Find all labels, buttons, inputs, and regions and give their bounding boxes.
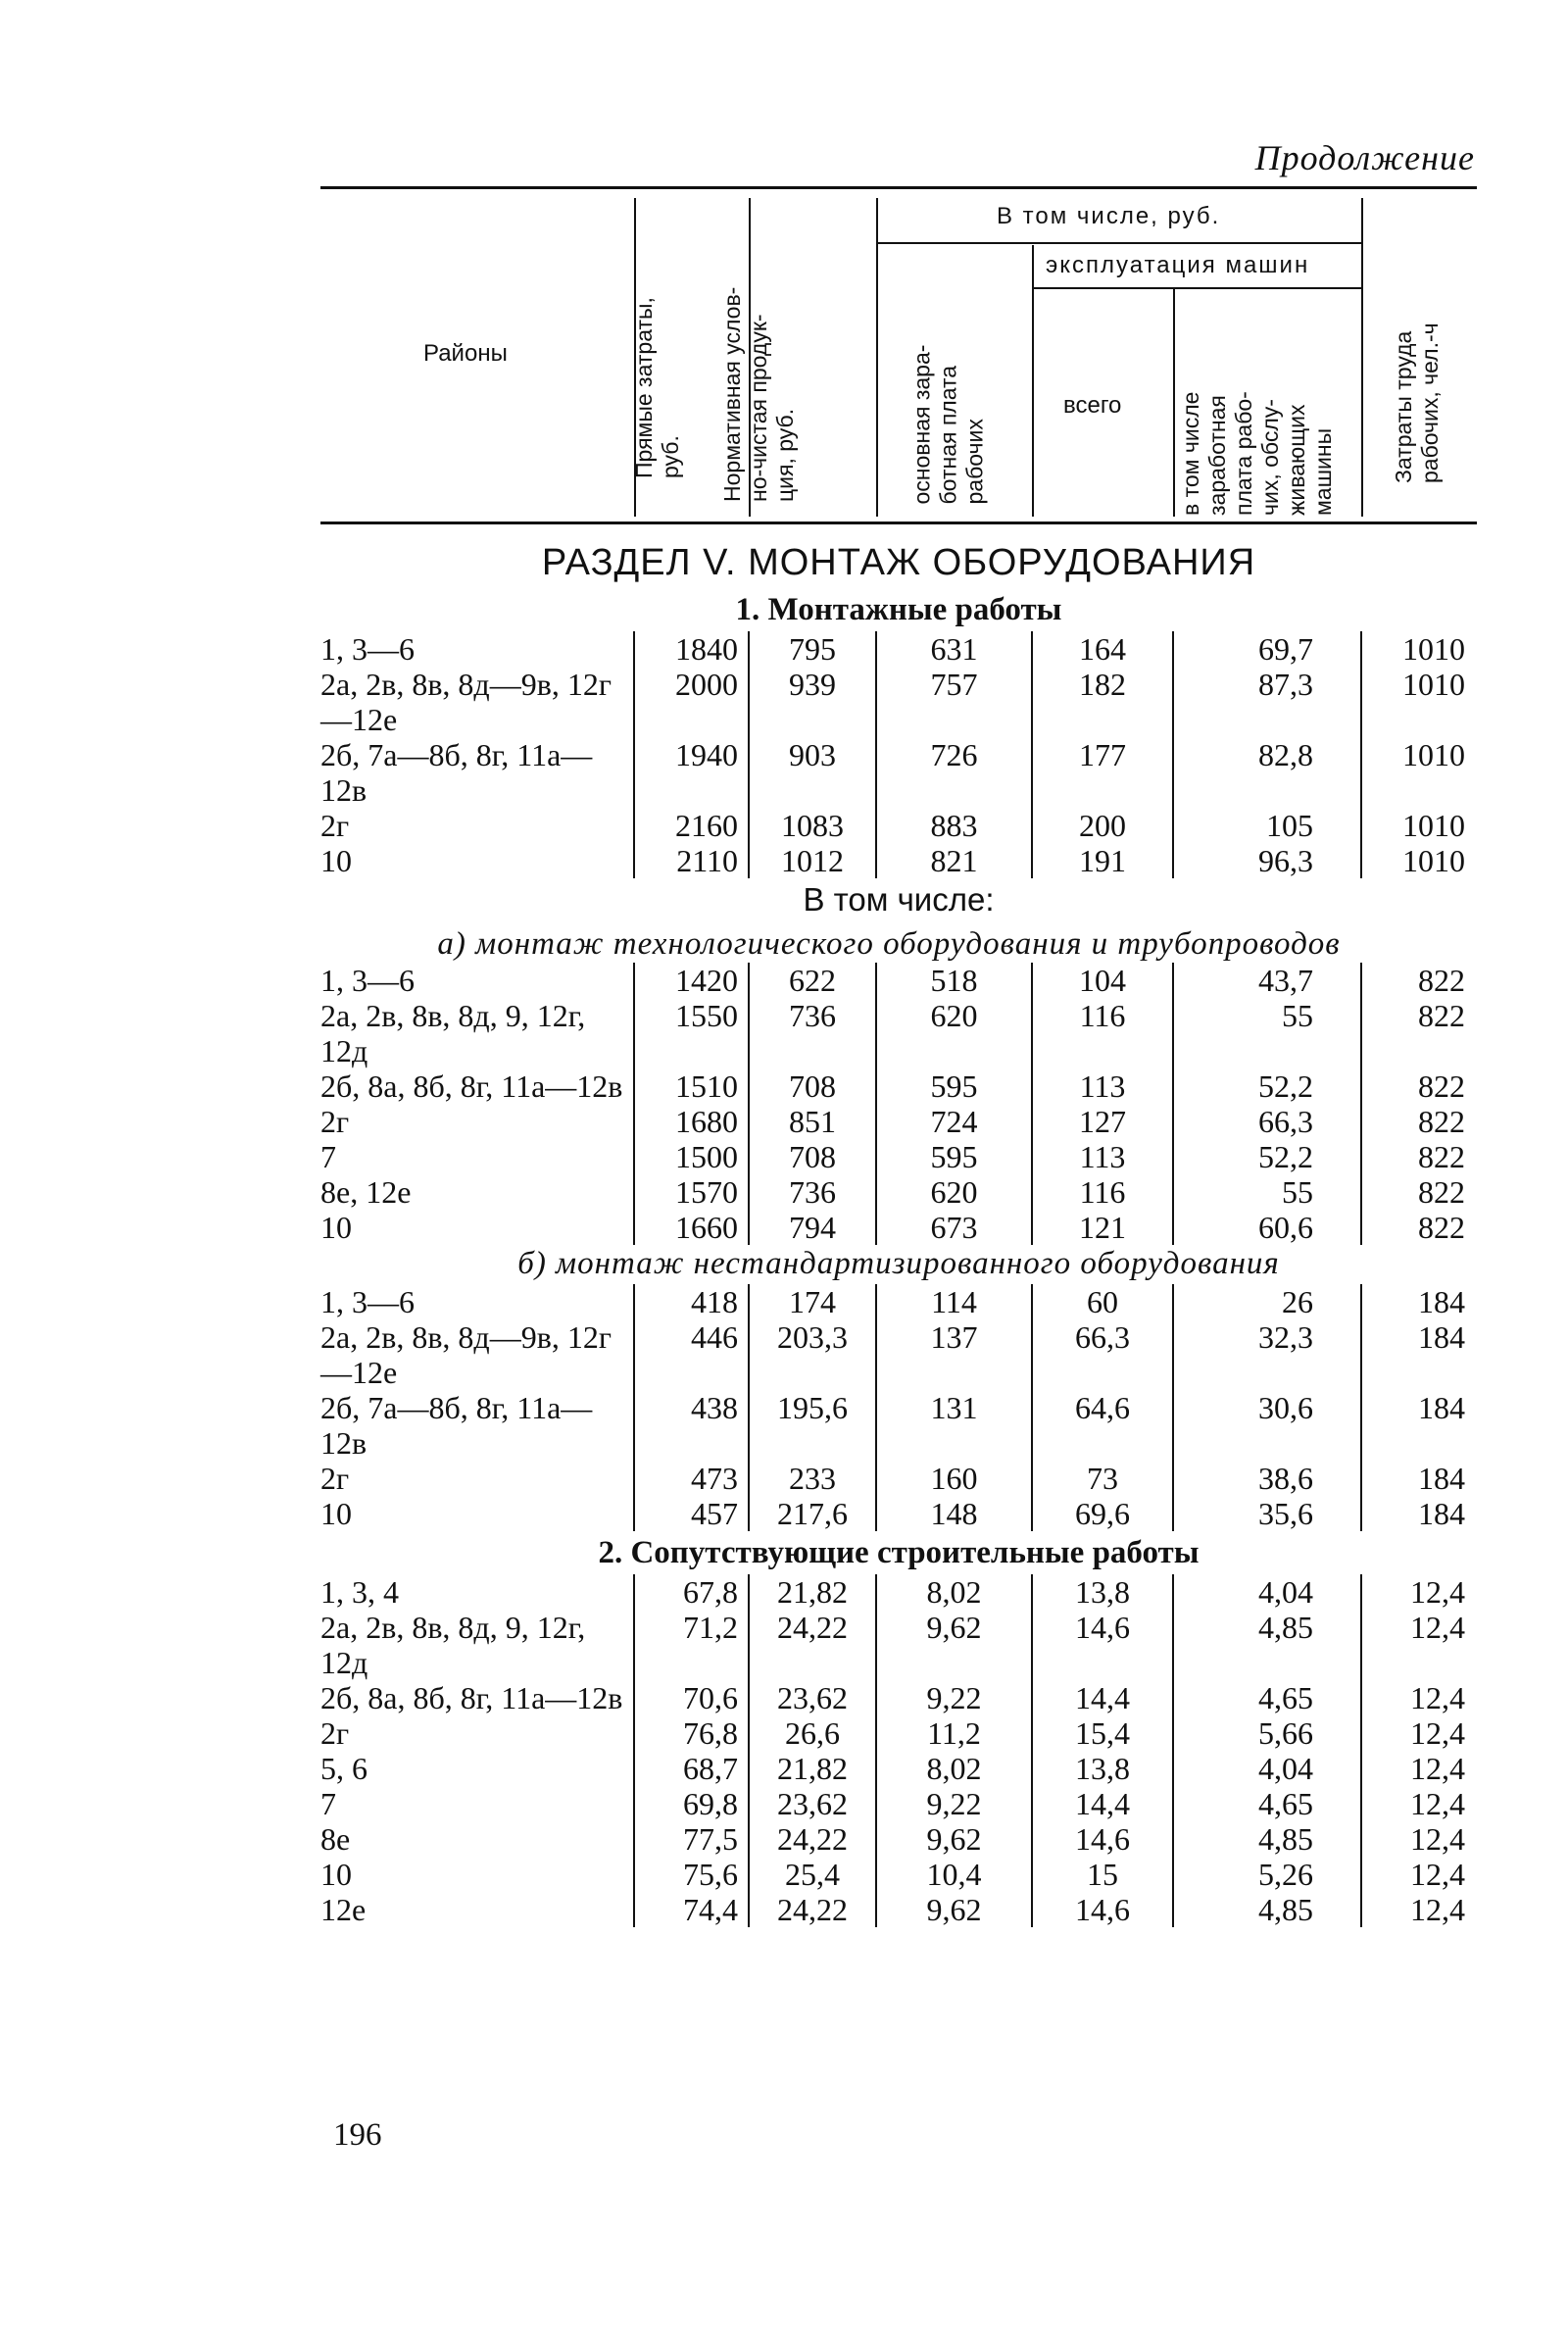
- header-direct-costs: Прямые затраты, руб.: [631, 297, 683, 478]
- direct-costs-cell: 75,6: [634, 1857, 749, 1892]
- machine-wage-cell: 82,8: [1173, 737, 1361, 808]
- direct-costs-cell: 77,5: [634, 1821, 749, 1857]
- labor-costs-cell: 822: [1361, 1139, 1477, 1174]
- region-cell: 7: [320, 1786, 336, 1821]
- labor-costs-cell: 822: [1361, 1104, 1477, 1139]
- machine-rule: [1032, 287, 1361, 289]
- direct-costs-cell: 71,2: [634, 1610, 749, 1680]
- header-machine-operation: эксплуатация машин: [1046, 252, 1310, 278]
- table-row: [320, 1892, 1477, 1927]
- labor-costs-cell: 184: [1361, 1390, 1477, 1461]
- normative-product-cell: 23,62: [749, 1786, 876, 1821]
- base-wage-cell: 10,4: [876, 1857, 1032, 1892]
- direct-costs-cell: 457: [634, 1496, 749, 1531]
- base-wage-cell: 595: [876, 1068, 1032, 1104]
- labor-costs-cell: 12,4: [1361, 1751, 1477, 1786]
- labor-costs-cell: 1010: [1361, 737, 1477, 808]
- labor-costs-cell: 822: [1361, 1174, 1477, 1210]
- region-cell: 2а, 2в, 8в, 8д, 9, 12г, 12д: [320, 998, 586, 1068]
- table-construction-works: [320, 1574, 1477, 1927]
- base-wage-cell: 8,02: [876, 1751, 1032, 1786]
- machine-wage-cell: 52,2: [1173, 1068, 1361, 1104]
- normative-product-cell: 195,6: [749, 1390, 876, 1461]
- machine-total-cell: 113: [1032, 1139, 1173, 1174]
- page-number: 196: [333, 2117, 382, 2153]
- machine-total-cell: 121: [1032, 1210, 1173, 1245]
- table-row: [320, 1390, 1477, 1461]
- region-cell: 1, 3, 4: [320, 1574, 399, 1610]
- labor-costs-cell: 184: [1361, 1461, 1477, 1496]
- machine-wage-cell: 55: [1173, 998, 1361, 1068]
- labor-costs-cell: 184: [1361, 1496, 1477, 1531]
- table-row: [320, 1319, 1477, 1390]
- direct-costs-cell: 1420: [634, 963, 749, 998]
- direct-costs-cell: 69,8: [634, 1786, 749, 1821]
- machine-total-cell: 113: [1032, 1068, 1173, 1104]
- machine-total-cell: 116: [1032, 1174, 1173, 1210]
- machine-total-cell: 177: [1032, 737, 1173, 808]
- table-row: [320, 843, 1477, 878]
- machine-total-cell: 164: [1032, 631, 1173, 667]
- labor-costs-cell: 822: [1361, 963, 1477, 998]
- machine-wage-cell: 30,6: [1173, 1390, 1361, 1461]
- direct-costs-cell: 2160: [634, 808, 749, 843]
- machine-total-cell: 127: [1032, 1104, 1173, 1139]
- normative-product-cell: 174: [749, 1284, 876, 1319]
- base-wage-cell: 8,02: [876, 1574, 1032, 1610]
- normative-product-cell: 708: [749, 1139, 876, 1174]
- machine-wage-cell: 38,6: [1173, 1461, 1361, 1496]
- machine-total-cell: 13,8: [1032, 1574, 1173, 1610]
- base-wage-cell: 9,22: [876, 1680, 1032, 1715]
- table-row: [320, 1751, 1477, 1786]
- base-wage-cell: 883: [876, 808, 1032, 843]
- region-cell: 2б, 7а—8б, 8г, 11а—12в: [320, 1390, 593, 1461]
- region-cell: 10: [320, 843, 352, 878]
- base-wage-cell: 595: [876, 1139, 1032, 1174]
- machine-total-cell: 191: [1032, 843, 1173, 878]
- region-cell: 1, 3—6: [320, 631, 415, 667]
- normative-product-cell: 233: [749, 1461, 876, 1496]
- labor-costs-cell: 1010: [1361, 631, 1477, 667]
- normative-product-cell: 794: [749, 1210, 876, 1245]
- base-wage-cell: 620: [876, 1174, 1032, 1210]
- normative-product-cell: 903: [749, 737, 876, 808]
- section-title: РАЗДЕЛ V. МОНТАЖ ОБОРУДОВАНИЯ: [541, 542, 1256, 583]
- table-row: [320, 1574, 1477, 1610]
- normative-product-cell: 851: [749, 1104, 876, 1139]
- region-cell: 8е: [320, 1821, 351, 1857]
- machine-total-cell: 14,4: [1032, 1786, 1173, 1821]
- machine-total-cell: 14,6: [1032, 1821, 1173, 1857]
- col-divider-3: [876, 198, 878, 517]
- direct-costs-cell: 1680: [634, 1104, 749, 1139]
- table-installation-works: [320, 631, 1477, 878]
- subsection-b-title: б) монтаж нестандартизированного оборудования: [517, 1246, 1280, 1281]
- normative-product-cell: 622: [749, 963, 876, 998]
- direct-costs-cell: 1570: [634, 1174, 749, 1210]
- machine-total-cell: 200: [1032, 808, 1173, 843]
- machine-wage-cell: 26: [1173, 1284, 1361, 1319]
- direct-costs-cell: 74,4: [634, 1892, 749, 1927]
- normative-product-cell: 939: [749, 667, 876, 737]
- table-row: [320, 1284, 1477, 1319]
- table-row: [320, 1174, 1477, 1210]
- base-wage-cell: 620: [876, 998, 1032, 1068]
- table-row: [320, 1680, 1477, 1715]
- labor-costs-cell: 184: [1361, 1319, 1477, 1390]
- region-cell: 10: [320, 1857, 352, 1892]
- normative-product-cell: 21,82: [749, 1751, 876, 1786]
- region-cell: 7: [320, 1139, 336, 1174]
- region-cell: 8е, 12е: [320, 1174, 412, 1210]
- region-cell: 2б, 8а, 8б, 8г, 11а—12в: [320, 1068, 623, 1104]
- table-row: [320, 1786, 1477, 1821]
- normative-product-cell: 736: [749, 1174, 876, 1210]
- labor-costs-cell: 1010: [1361, 808, 1477, 843]
- region-cell: 10: [320, 1496, 352, 1531]
- including-rule: [876, 242, 1361, 244]
- normative-product-cell: 21,82: [749, 1574, 876, 1610]
- normative-product-cell: 23,62: [749, 1680, 876, 1715]
- direct-costs-cell: 418: [634, 1284, 749, 1319]
- base-wage-cell: 9,62: [876, 1610, 1032, 1680]
- machine-total-cell: 116: [1032, 998, 1173, 1068]
- machine-total-cell: 182: [1032, 667, 1173, 737]
- labor-costs-cell: 822: [1361, 1068, 1477, 1104]
- machine-wage-cell: 32,3: [1173, 1319, 1361, 1390]
- header-top-rule: [320, 186, 1477, 189]
- table-row: [320, 1210, 1477, 1245]
- region-cell: 5, 6: [320, 1751, 368, 1786]
- machine-wage-cell: 43,7: [1173, 963, 1361, 998]
- machine-wage-cell: 96,3: [1173, 843, 1361, 878]
- direct-costs-cell: 70,6: [634, 1680, 749, 1715]
- normative-product-cell: 26,6: [749, 1715, 876, 1751]
- direct-costs-cell: 1940: [634, 737, 749, 808]
- table-body: [320, 529, 1477, 1927]
- region-cell: 2б, 8а, 8б, 8г, 11а—12в: [320, 1680, 623, 1715]
- normative-product-cell: 708: [749, 1068, 876, 1104]
- direct-costs-cell: 1510: [634, 1068, 749, 1104]
- region-cell: 2г: [320, 1461, 350, 1496]
- machine-total-cell: 64,6: [1032, 1390, 1173, 1461]
- normative-product-cell: 795: [749, 631, 876, 667]
- region-cell: 1, 3—6: [320, 1284, 415, 1319]
- header-labor-costs: Затраты труда рабочих, чел.-ч: [1391, 323, 1443, 483]
- header-regions: Районы: [423, 340, 508, 367]
- labor-costs-cell: 12,4: [1361, 1574, 1477, 1610]
- labor-costs-cell: 12,4: [1361, 1610, 1477, 1680]
- table-row: [320, 963, 1477, 998]
- header-total: всего: [1063, 392, 1122, 419]
- base-wage-cell: 160: [876, 1461, 1032, 1496]
- direct-costs-cell: 68,7: [634, 1751, 749, 1786]
- region-cell: 2г: [320, 1104, 350, 1139]
- base-wage-cell: 11,2: [876, 1715, 1032, 1751]
- normative-product-cell: 736: [749, 998, 876, 1068]
- subsection-1-title: 1. Монтажные работы: [735, 592, 1062, 627]
- normative-product-cell: 25,4: [749, 1857, 876, 1892]
- base-wage-cell: 757: [876, 667, 1032, 737]
- region-cell: 2г: [320, 808, 350, 843]
- base-wage-cell: 518: [876, 963, 1032, 998]
- normative-product-cell: 24,22: [749, 1610, 876, 1680]
- base-wage-cell: 9,62: [876, 1892, 1032, 1927]
- header-incl-machine-wage: в том числе заработная плата рабо- чих, обслу- живающих машины: [1178, 391, 1336, 516]
- machine-total-cell: 14,6: [1032, 1892, 1173, 1927]
- col-divider-6: [1361, 198, 1363, 517]
- header-normative-product: Нормативная услов- но-чистая продук- ция, руб.: [719, 286, 798, 502]
- region-cell: 2а, 2в, 8в, 8д—9в, 12г—12е: [320, 1319, 612, 1390]
- machine-wage-cell: 60,6: [1173, 1210, 1361, 1245]
- labor-costs-cell: 1010: [1361, 843, 1477, 878]
- direct-costs-cell: 2000: [634, 667, 749, 737]
- machine-total-cell: 73: [1032, 1461, 1173, 1496]
- labor-costs-cell: 12,4: [1361, 1821, 1477, 1857]
- table-row: [320, 1496, 1477, 1531]
- base-wage-cell: 137: [876, 1319, 1032, 1390]
- machine-wage-cell: 87,3: [1173, 667, 1361, 737]
- labor-costs-cell: 822: [1361, 1210, 1477, 1245]
- labor-costs-cell: 12,4: [1361, 1680, 1477, 1715]
- machine-total-cell: 60: [1032, 1284, 1173, 1319]
- base-wage-cell: 724: [876, 1104, 1032, 1139]
- machine-total-cell: 66,3: [1032, 1319, 1173, 1390]
- machine-wage-cell: 105: [1173, 808, 1361, 843]
- machine-wage-cell: 4,04: [1173, 1751, 1361, 1786]
- header-base-wage: основная зара- ботная плата рабочих: [908, 344, 988, 505]
- base-wage-cell: 673: [876, 1210, 1032, 1245]
- machine-wage-cell: 66,3: [1173, 1104, 1361, 1139]
- region-cell: 2а, 2в, 8в, 8д—9в, 12г—12е: [320, 667, 612, 737]
- table-nonstandard-equipment: [320, 1284, 1477, 1531]
- direct-costs-cell: 1660: [634, 1210, 749, 1245]
- subsection-2-title: 2. Сопутствующие строительные работы: [598, 1535, 1200, 1570]
- region-cell: 10: [320, 1210, 352, 1245]
- col-divider-4: [1032, 245, 1034, 517]
- labor-costs-cell: 12,4: [1361, 1892, 1477, 1927]
- machine-wage-cell: 52,2: [1173, 1139, 1361, 1174]
- direct-costs-cell: 1500: [634, 1139, 749, 1174]
- direct-costs-cell: 1550: [634, 998, 749, 1068]
- base-wage-cell: 131: [876, 1390, 1032, 1461]
- machine-total-cell: 13,8: [1032, 1751, 1173, 1786]
- normative-product-cell: 203,3: [749, 1319, 876, 1390]
- base-wage-cell: 114: [876, 1284, 1032, 1319]
- base-wage-cell: 821: [876, 843, 1032, 878]
- table-row: [320, 737, 1477, 808]
- machine-wage-cell: 5,26: [1173, 1857, 1361, 1892]
- including-label: В том числе:: [803, 881, 995, 918]
- direct-costs-cell: 2110: [634, 843, 749, 878]
- labor-costs-cell: 1010: [1361, 667, 1477, 737]
- table-row: [320, 1461, 1477, 1496]
- labor-costs-cell: 12,4: [1361, 1715, 1477, 1751]
- normative-product-cell: 1083: [749, 808, 876, 843]
- base-wage-cell: 9,22: [876, 1786, 1032, 1821]
- direct-costs-cell: 438: [634, 1390, 749, 1461]
- table-header: [320, 186, 1477, 524]
- normative-product-cell: 24,22: [749, 1821, 876, 1857]
- direct-costs-cell: 1840: [634, 631, 749, 667]
- normative-product-cell: 1012: [749, 843, 876, 878]
- labor-costs-cell: 184: [1361, 1284, 1477, 1319]
- machine-wage-cell: 4,65: [1173, 1786, 1361, 1821]
- continuation-label: Продолжение: [1254, 138, 1475, 177]
- header-including: В том числе, руб.: [997, 203, 1221, 229]
- table-technological-equipment: [320, 963, 1477, 1245]
- region-cell: 2г: [320, 1715, 350, 1751]
- normative-product-cell: 24,22: [749, 1892, 876, 1927]
- machine-wage-cell: 4,65: [1173, 1680, 1361, 1715]
- table-row: [320, 631, 1477, 667]
- direct-costs-cell: 473: [634, 1461, 749, 1496]
- table-row: [320, 1857, 1477, 1892]
- region-cell: 2а, 2в, 8в, 8д, 9, 12г, 12д: [320, 1610, 586, 1680]
- table-row: [320, 1610, 1477, 1680]
- table-row: [320, 1715, 1477, 1751]
- machine-wage-cell: 69,7: [1173, 631, 1361, 667]
- table-row: [320, 808, 1477, 843]
- machine-total-cell: 69,6: [1032, 1496, 1173, 1531]
- table-row: [320, 1068, 1477, 1104]
- labor-costs-cell: 12,4: [1361, 1857, 1477, 1892]
- labor-costs-cell: 822: [1361, 998, 1477, 1068]
- base-wage-cell: 726: [876, 737, 1032, 808]
- labor-costs-cell: 12,4: [1361, 1786, 1477, 1821]
- machine-total-cell: 15,4: [1032, 1715, 1173, 1751]
- machine-wage-cell: 4,04: [1173, 1574, 1361, 1610]
- machine-total-cell: 104: [1032, 963, 1173, 998]
- machine-wage-cell: 5,66: [1173, 1715, 1361, 1751]
- header-bottom-rule: [320, 521, 1477, 524]
- machine-total-cell: 15: [1032, 1857, 1173, 1892]
- table-row: [320, 1104, 1477, 1139]
- region-cell: 1, 3—6: [320, 963, 415, 998]
- base-wage-cell: 148: [876, 1496, 1032, 1531]
- machine-wage-cell: 4,85: [1173, 1610, 1361, 1680]
- table-row: [320, 998, 1477, 1068]
- base-wage-cell: 9,62: [876, 1821, 1032, 1857]
- machine-wage-cell: 55: [1173, 1174, 1361, 1210]
- direct-costs-cell: 67,8: [634, 1574, 749, 1610]
- region-cell: 12е: [320, 1892, 367, 1927]
- machine-wage-cell: 4,85: [1173, 1821, 1361, 1857]
- table-row: [320, 1821, 1477, 1857]
- col-divider-5: [1173, 289, 1175, 517]
- direct-costs-cell: 76,8: [634, 1715, 749, 1751]
- subsection-a-title: а) монтаж технологического оборудования и трубопроводов: [437, 926, 1341, 962]
- direct-costs-cell: 446: [634, 1319, 749, 1390]
- base-wage-cell: 631: [876, 631, 1032, 667]
- machine-total-cell: 14,6: [1032, 1610, 1173, 1680]
- table-row: [320, 667, 1477, 737]
- normative-product-cell: 217,6: [749, 1496, 876, 1531]
- machine-wage-cell: 35,6: [1173, 1496, 1361, 1531]
- machine-wage-cell: 4,85: [1173, 1892, 1361, 1927]
- table-row: [320, 1139, 1477, 1174]
- region-cell: 2б, 7а—8б, 8г, 11а—12в: [320, 737, 593, 808]
- machine-total-cell: 14,4: [1032, 1680, 1173, 1715]
